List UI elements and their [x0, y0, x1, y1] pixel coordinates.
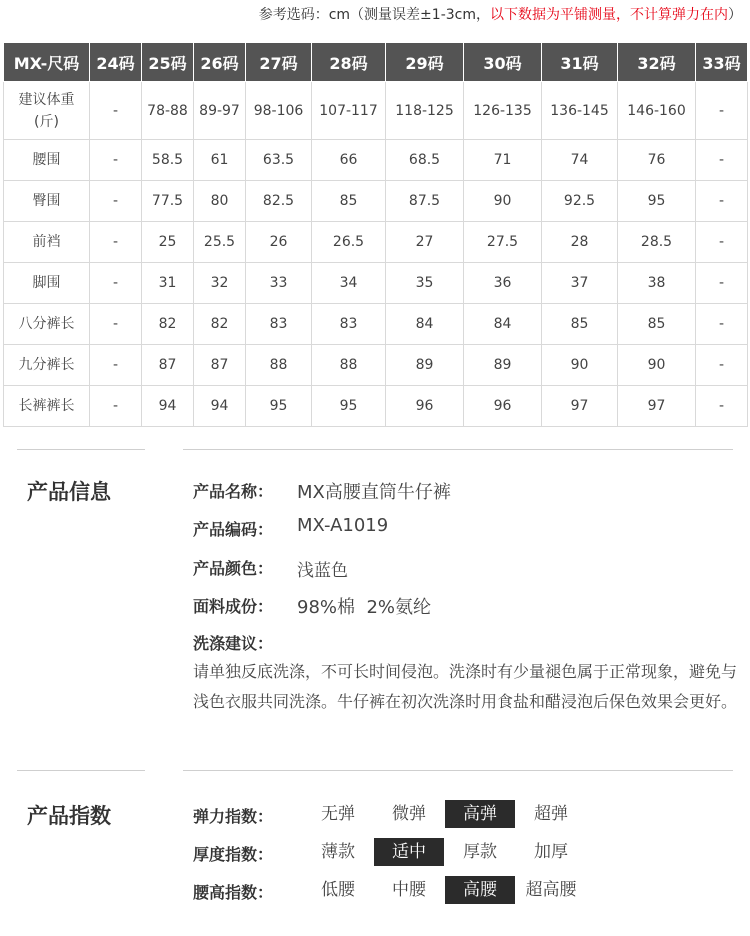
header-cell: 28码 — [312, 43, 386, 82]
table-row — [4, 263, 748, 304]
table-cell: 89 — [464, 345, 542, 386]
table-cell: 63.5 — [246, 140, 312, 181]
table-cell: 87 — [194, 345, 246, 386]
row-label: 九分裤长 — [4, 345, 90, 386]
table-cell: - — [696, 386, 748, 427]
product-name-label: 产品名称： — [193, 482, 274, 501]
product-color-label: 产品颜色： — [193, 559, 274, 578]
table-cell: 95 — [618, 181, 696, 222]
table-cell: 88 — [246, 345, 312, 386]
table-cell: 89-97 — [194, 82, 246, 140]
row-label: 长裤裤长 — [4, 386, 90, 427]
table-cell: 90 — [618, 345, 696, 386]
product-code-label: 产品编码： — [193, 520, 274, 539]
table-cell: 92.5 — [542, 181, 618, 222]
table-cell: - — [696, 345, 748, 386]
row-label: 建议体重(斤) — [4, 82, 90, 140]
index-option: 高腰 — [445, 876, 515, 904]
section-divider — [183, 770, 733, 771]
table-cell: 82 — [194, 304, 246, 345]
table-cell: - — [90, 181, 142, 222]
size-table-header — [4, 43, 748, 82]
table-cell: 107-117 — [312, 82, 386, 140]
table-cell: 25.5 — [194, 222, 246, 263]
size-table — [3, 42, 748, 427]
table-cell: 34 — [312, 263, 386, 304]
table-cell: - — [696, 140, 748, 181]
table-cell: 80 — [194, 181, 246, 222]
row-label: 前裆 — [4, 222, 90, 263]
table-row — [4, 304, 748, 345]
table-cell: - — [90, 263, 142, 304]
table-cell: - — [696, 222, 748, 263]
table-cell: 90 — [542, 345, 618, 386]
table-cell: 85 — [542, 304, 618, 345]
table-cell: 90 — [464, 181, 542, 222]
header-cell: 33码 — [696, 43, 748, 82]
table-cell: 74 — [542, 140, 618, 181]
index-label: 厚度指数： — [193, 845, 274, 864]
table-cell: 33 — [246, 263, 312, 304]
index-option: 超弹 — [534, 804, 568, 824]
table-cell: 126-135 — [464, 82, 542, 140]
section-divider — [17, 449, 145, 450]
header-cell: 24码 — [90, 43, 142, 82]
product-color-value: 浅蓝色 — [297, 561, 348, 581]
header-cell: 30码 — [464, 43, 542, 82]
table-cell: 76 — [618, 140, 696, 181]
table-cell: 97 — [542, 386, 618, 427]
index-option: 高弹 — [445, 800, 515, 828]
header-cell: 32码 — [618, 43, 696, 82]
table-row — [4, 181, 748, 222]
wash-label: 洗涤建议： — [193, 634, 274, 653]
fabric-value: 98%棉 2%氨纶 — [297, 597, 432, 618]
table-cell: 58.5 — [142, 140, 194, 181]
table-cell: 97 — [618, 386, 696, 427]
table-cell: - — [90, 140, 142, 181]
table-cell: 35 — [386, 263, 464, 304]
table-cell: 146-160 — [618, 82, 696, 140]
table-cell: 28.5 — [618, 222, 696, 263]
header-cell: 29码 — [386, 43, 464, 82]
index-option: 中腰 — [392, 880, 426, 900]
table-cell: 31 — [142, 263, 194, 304]
table-cell: - — [90, 304, 142, 345]
table-cell: 136-145 — [542, 82, 618, 140]
table-cell: 83 — [246, 304, 312, 345]
table-cell: 32 — [194, 263, 246, 304]
table-cell: 96 — [386, 386, 464, 427]
measurement-note — [259, 4, 742, 24]
table-cell: 82.5 — [246, 181, 312, 222]
table-cell: 83 — [312, 304, 386, 345]
product-name-value: MX高腰直筒牛仔裤 — [297, 482, 451, 503]
note-highlight: 以下数据为平铺测量，不计算弹力在内 — [490, 7, 728, 23]
table-cell: 82 — [142, 304, 194, 345]
table-cell: 37 — [542, 263, 618, 304]
wash-instructions: 请单独反底洗涤，不可长时间侵泡。洗涤时有少量褪色属于正常现象，避免与浅色衣服共同洗涤。牛仔裤在初次洗涤时用食盐和醋浸泡后保色效果会更好。 — [193, 662, 738, 711]
header-cell: MX-尺码 — [4, 43, 90, 82]
table-cell: 95 — [312, 386, 386, 427]
table-cell: 84 — [386, 304, 464, 345]
table-cell: - — [90, 345, 142, 386]
index-option: 适中 — [374, 838, 444, 866]
table-cell: 78-88 — [142, 82, 194, 140]
note-suffix: ） — [728, 7, 742, 23]
index-option: 超高腰 — [525, 880, 577, 900]
header-cell: 26码 — [194, 43, 246, 82]
index-option: 加厚 — [534, 842, 568, 862]
section-divider — [183, 449, 733, 450]
table-cell: - — [90, 386, 142, 427]
section-divider — [17, 770, 145, 771]
table-cell: - — [696, 82, 748, 140]
table-cell: 66 — [312, 140, 386, 181]
table-cell: 98-106 — [246, 82, 312, 140]
table-row — [4, 345, 748, 386]
table-cell: 77.5 — [142, 181, 194, 222]
table-cell: 94 — [142, 386, 194, 427]
header-cell: 31码 — [542, 43, 618, 82]
product-index-title: 产品指数 — [27, 804, 111, 828]
table-cell: - — [90, 82, 142, 140]
table-cell: - — [696, 263, 748, 304]
table-cell: 36 — [464, 263, 542, 304]
table-row — [4, 222, 748, 263]
table-cell: 87 — [142, 345, 194, 386]
table-cell: 84 — [464, 304, 542, 345]
product-info-title: 产品信息 — [27, 480, 111, 504]
table-cell: 26 — [246, 222, 312, 263]
table-cell: 85 — [618, 304, 696, 345]
table-cell: 28 — [542, 222, 618, 263]
index-option: 薄款 — [321, 842, 355, 862]
table-row — [4, 386, 748, 427]
index-label: 腰高指数： — [193, 883, 274, 902]
table-row — [4, 82, 748, 140]
fabric-label: 面料成份： — [193, 597, 274, 616]
table-cell: 87.5 — [386, 181, 464, 222]
table-cell: - — [696, 181, 748, 222]
index-option: 厚款 — [463, 842, 497, 862]
row-label: 臀围 — [4, 181, 90, 222]
table-cell: 88 — [312, 345, 386, 386]
table-cell: 27.5 — [464, 222, 542, 263]
table-cell: 85 — [312, 181, 386, 222]
header-cell: 25码 — [142, 43, 194, 82]
table-cell: 27 — [386, 222, 464, 263]
table-cell: 61 — [194, 140, 246, 181]
table-cell: 25 — [142, 222, 194, 263]
row-label: 腰围 — [4, 140, 90, 181]
table-cell: 94 — [194, 386, 246, 427]
header-cell: 27码 — [246, 43, 312, 82]
table-cell: 68.5 — [386, 140, 464, 181]
table-cell: - — [90, 222, 142, 263]
table-cell: - — [696, 304, 748, 345]
table-cell: 95 — [246, 386, 312, 427]
index-option: 低腰 — [321, 880, 355, 900]
table-cell: 118-125 — [386, 82, 464, 140]
table-cell: 96 — [464, 386, 542, 427]
table-cell: 26.5 — [312, 222, 386, 263]
index-option: 微弹 — [392, 804, 426, 824]
table-row — [4, 140, 748, 181]
note-prefix: 参考选码：cm（测量误差±1-3cm， — [258, 7, 490, 23]
row-label: 八分裤长 — [4, 304, 90, 345]
table-cell: 71 — [464, 140, 542, 181]
product-code-value: MX-A1019 — [297, 515, 389, 536]
index-label: 弹力指数： — [193, 807, 274, 826]
row-label: 脚围 — [4, 263, 90, 304]
table-cell: 38 — [618, 263, 696, 304]
table-cell: 89 — [386, 345, 464, 386]
index-option: 无弹 — [321, 804, 355, 824]
